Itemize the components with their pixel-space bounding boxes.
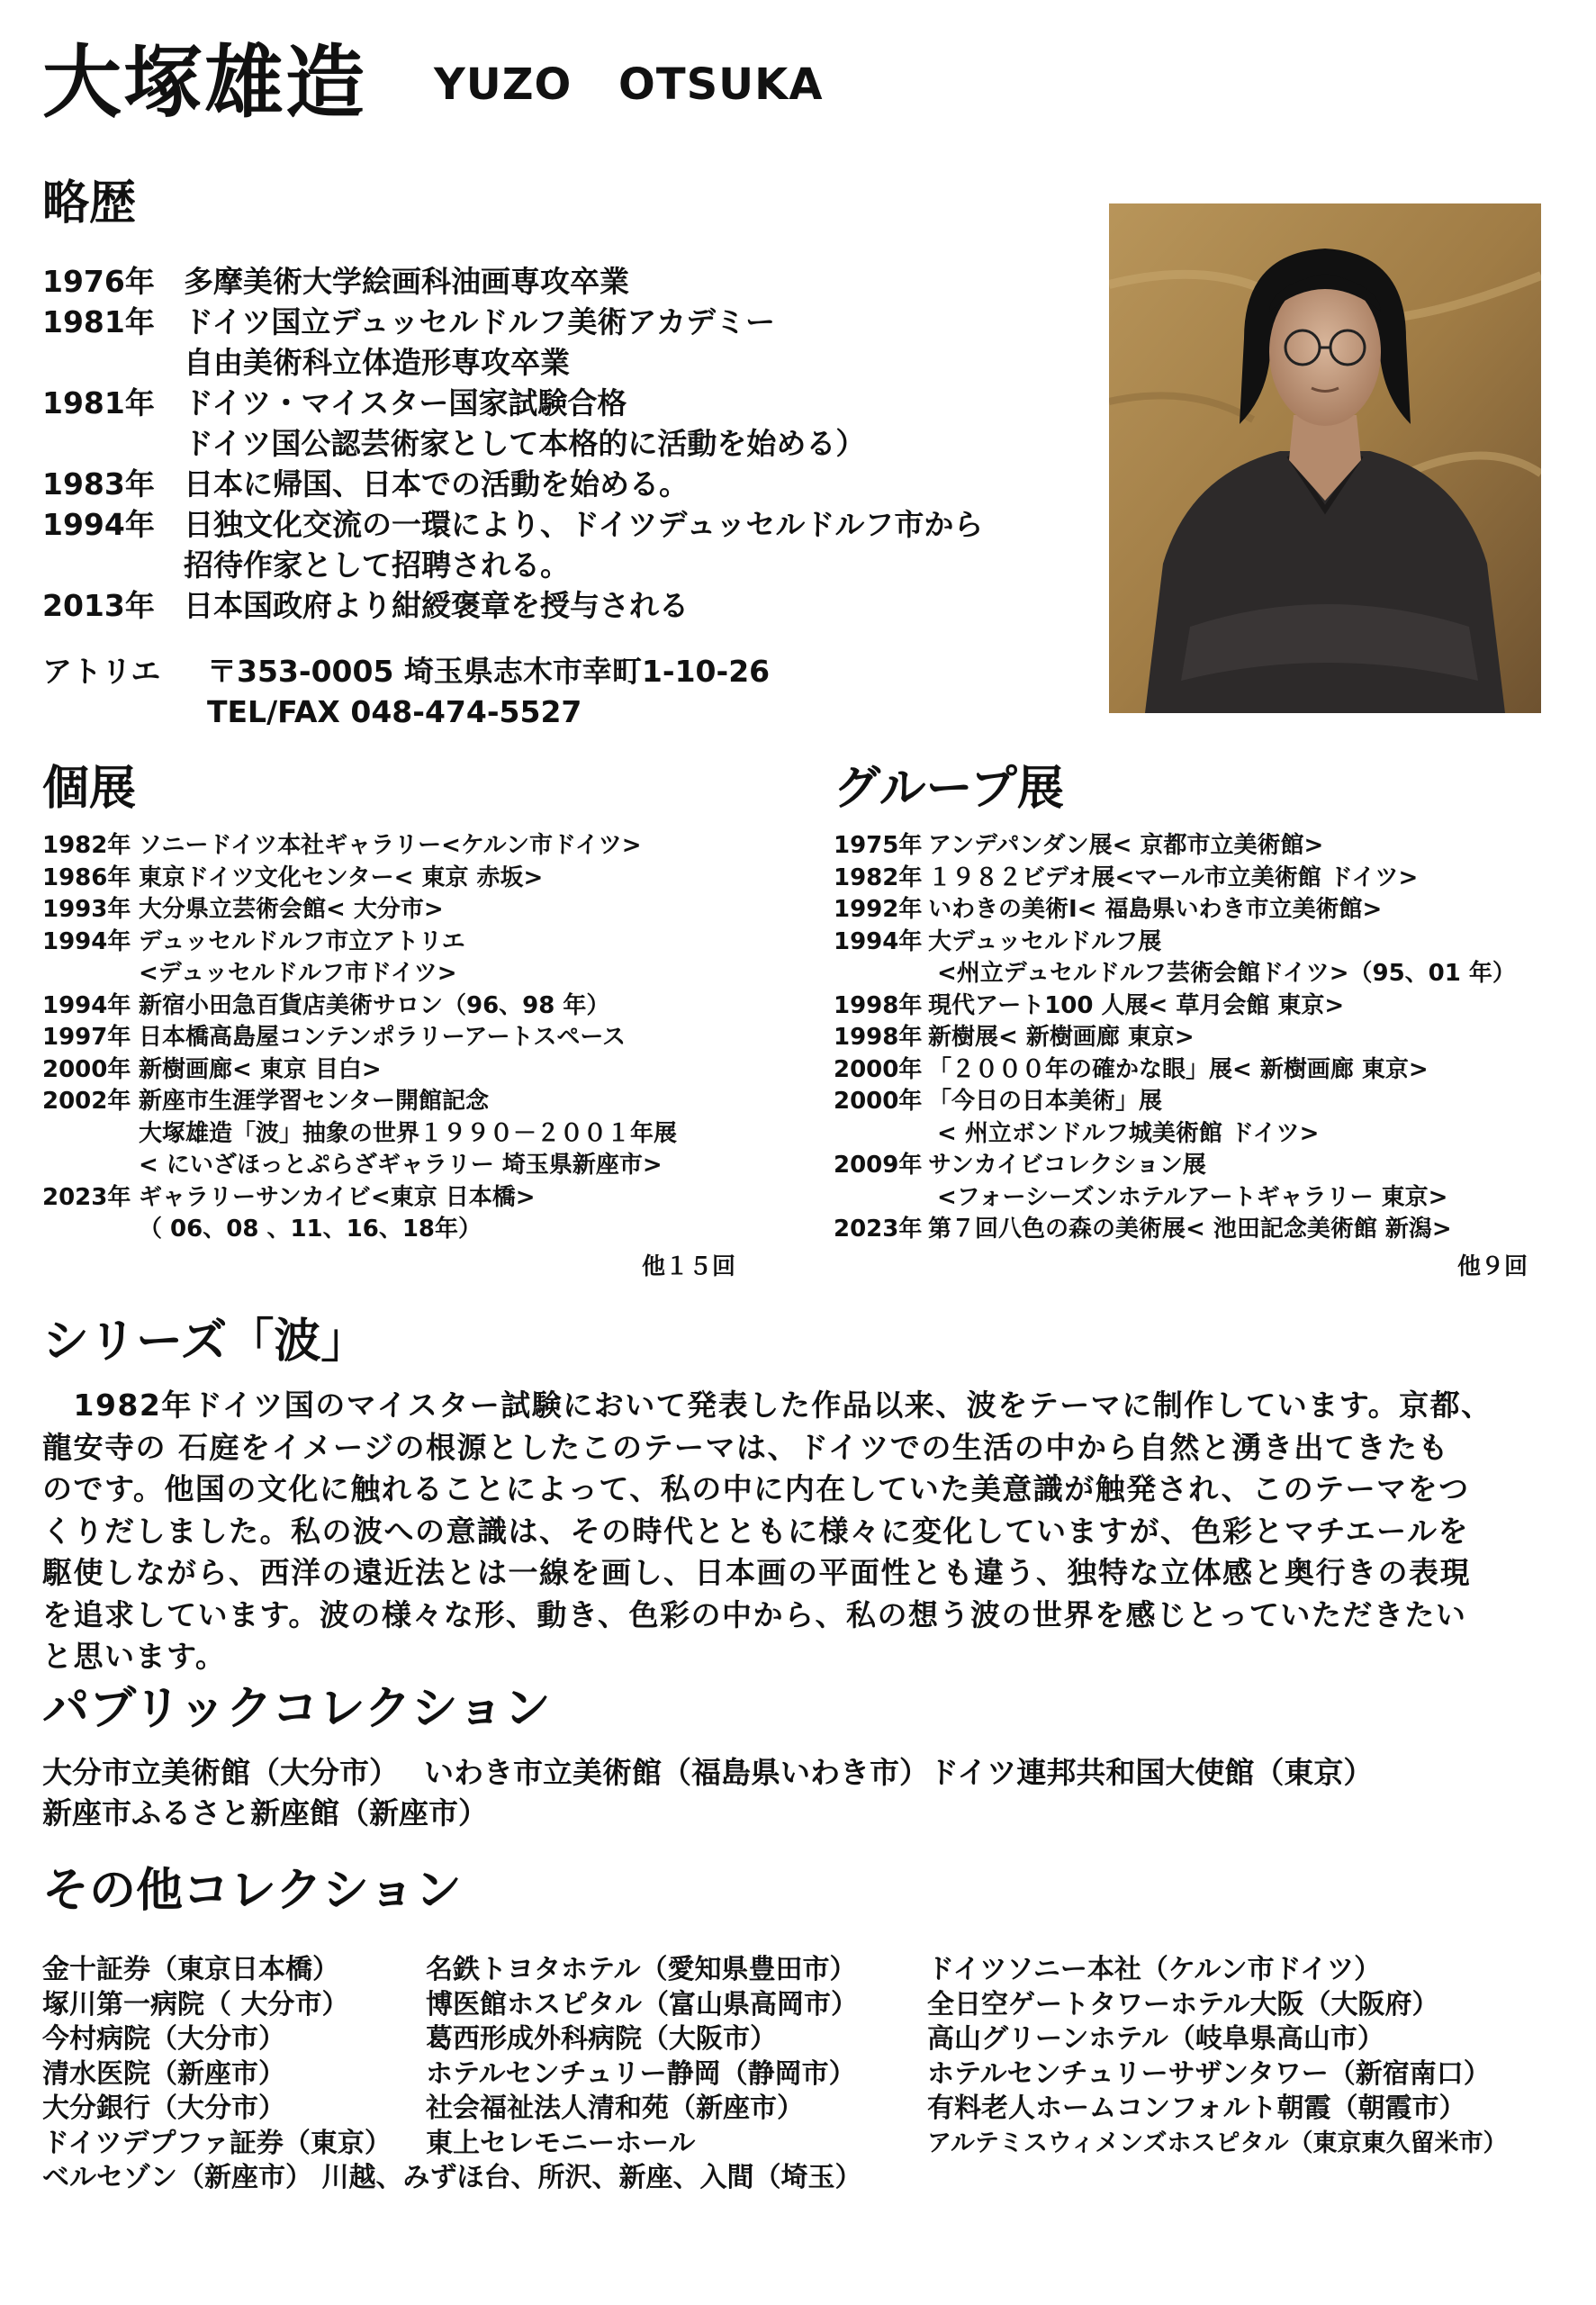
artist-portrait-photo <box>1109 203 1541 713</box>
collection-item: 金十証券（東京日本橋） <box>42 1954 339 1985</box>
solo-others-count: 他１５回 <box>641 1253 735 1280</box>
exhibit-year: 2000年 <box>834 1088 923 1115</box>
bio-text: ドイツ国立デュッセルドルフ美術アカデミー <box>184 304 776 339</box>
exhibit-year: 1975年 <box>834 832 923 859</box>
exhibit-text: 「今日の日本美術」展 <box>928 1088 1163 1115</box>
collection-item: 社会福祉法人清和苑（新座市） <box>426 2093 804 2124</box>
exhibit-text: 大分県立芸術会館< 大分市> <box>139 896 444 923</box>
exhibit-text: 大塚雄造「波」抽象の世界１９９０－２００１年展 <box>139 1119 678 1147</box>
exhibit-text: < 州立ボンドルフ城美術館 ドイツ> <box>937 1119 1320 1147</box>
collection-item: 東上セレモニーホール <box>426 2127 696 2159</box>
paragraph-line: 駆使しながら、西洋の遠近法とは一線を画し、日本画の平面性とも違う、独特な立体感と奥行きの表現 <box>42 1555 1471 1590</box>
exhibit-text: １９８２ビデオ展<マール市立美術館 ドイツ> <box>928 863 1419 891</box>
exhibit-year: 2023年 <box>42 1183 131 1211</box>
collection-item: ドイツデプファ証券（東京） <box>42 2127 392 2159</box>
exhibit-year: 2000年 <box>834 1055 923 1083</box>
collection-item: 今村病院（大分市） <box>42 2023 285 2055</box>
exhibit-year: 1986年 <box>42 863 131 891</box>
biography-heading: 略歴 <box>42 176 137 230</box>
exhibit-text: <フォーシーズンホテルアートギャラリー 東京> <box>937 1183 1448 1211</box>
exhibit-text: サンカイビコレクション展 <box>928 1152 1206 1179</box>
atelier-label: アトリエ <box>42 654 161 689</box>
exhibit-text: アンデパンダン展< 京都市立美術館> <box>928 832 1324 859</box>
collection-item: ドイツソニー本社（ケルン市ドイツ） <box>927 1954 1382 1985</box>
atelier-address: 〒353-0005 埼玉県志木市幸町1-10-26 <box>207 654 771 689</box>
exhibit-year: 1998年 <box>834 991 923 1019</box>
collection-item: 高山グリーンホテル（岐阜県高山市） <box>927 2023 1384 2055</box>
exhibit-text: 現代アート100 人展< 草月会館 東京> <box>928 991 1345 1019</box>
exhibit-text: （ 06、08 、11、16、18年） <box>139 1216 482 1243</box>
exhibit-year: 1992年 <box>834 896 923 923</box>
exhibit-year: 2000年 <box>42 1055 131 1083</box>
exhibit-text: 新樹展< 新樹画廊 東京> <box>928 1024 1195 1051</box>
series-description <box>42 1385 1564 1678</box>
exhibit-text: 新座市生涯学習センター開館記念 <box>139 1088 489 1115</box>
bio-year: 2013年 <box>42 588 155 623</box>
bio-year: 1976年 <box>42 264 155 299</box>
bio-text: ドイツ・マイスター国家試験合格 <box>184 385 627 420</box>
artist-name-japanese: 大塚雄造 <box>42 36 367 129</box>
collection-item: 塚川第一病院（ 大分市） <box>42 1988 349 2020</box>
exhibit-year: 1994年 <box>834 927 923 955</box>
exhibit-year: 1998年 <box>834 1024 923 1051</box>
collection-item: 博医館ホスピタル（富山県高岡市） <box>426 1988 858 2020</box>
collection-line: 新座市ふるさと新座館（新座市） <box>42 1795 488 1830</box>
exhibit-year: 1982年 <box>834 863 923 891</box>
collection-item: 清水医院（新座市） <box>42 2057 285 2090</box>
exhibit-text: < にいざほっとぷらざギャラリー 埼玉県新座市> <box>139 1152 663 1179</box>
solo-exhibitions-heading: 個展 <box>42 762 137 816</box>
collection-item: 大分銀行（大分市） <box>42 2093 285 2124</box>
bio-text: 多摩美術大学絵画科油画専攻卒業 <box>184 264 629 299</box>
bio-year: 1981年 <box>42 304 155 339</box>
collection-item: 名鉄トヨタホテル（愛知県豊田市） <box>426 1954 857 1985</box>
exhibit-year: 1994年 <box>42 991 131 1019</box>
collection-item: 有料老人ホームコンフォルト朝霞（朝霞市） <box>927 2093 1466 2124</box>
collection-item: アルテミスウィメンズホスピタル（東京東久留米市） <box>927 2129 1508 2157</box>
paragraph-line: と思います。 <box>42 1639 227 1674</box>
exhibit-year: 2009年 <box>834 1152 923 1179</box>
other-collection-col1 <box>42 1953 392 2161</box>
bio-text: ドイツ国公認芸術家として本格的に活動を始める） <box>184 426 866 461</box>
atelier-info <box>42 651 771 732</box>
bio-text: 日本国政府より紺綬褒章を授与される <box>184 588 689 623</box>
bio-year: 1981年 <box>42 385 155 420</box>
exhibit-text: 「２０００年の確かな眼」展< 新樹画廊 東京> <box>928 1055 1429 1083</box>
exhibit-text: いわきの美術Ⅰ< 福島県いわき市立美術館> <box>928 896 1383 923</box>
exhibit-text: <デュッセルドルフ市ドイツ> <box>139 960 457 987</box>
other-collection-heading: その他コレクション <box>42 1864 462 1918</box>
bio-text: 招待作家として招聘される。 <box>184 547 570 583</box>
exhibit-year: 2023年 <box>834 1216 923 1243</box>
bio-text: 日独文化交流の一環により、ドイツデュッセルドルフ市から <box>184 507 984 542</box>
other-collection-last-line: ベルセゾン（新座市） 川越、みずほ台、所沢、新座、入間（埼玉） <box>42 2162 862 2193</box>
collection-item: ホテルセンチュリー静岡（静岡市） <box>426 2057 856 2090</box>
series-heading: シリーズ「波」 <box>42 1315 368 1369</box>
group-others-count: 他９回 <box>1456 1253 1528 1280</box>
public-collection-heading: パブリックコレクション <box>42 1682 551 1736</box>
exhibit-text: 第７回八色の森の美術展< 池田記念美術館 新潟> <box>928 1216 1452 1243</box>
paragraph-line: のです。他国の文化に触れることによって、私の中に内在していた美意識が触発され、このテーマをつ <box>42 1471 1470 1506</box>
paragraph-line: を追求しています。波の様々な形、動き、色彩の中から、私の想う波の世界を感じとっていただきたい <box>42 1596 1467 1632</box>
exhibit-year: 1982年 <box>42 832 131 859</box>
exhibit-text: デュッセルドルフ市立アトリエ <box>139 927 465 955</box>
exhibit-text: <州立デュセルドルフ芸術会館ドイツ>（95、01 年） <box>937 960 1516 987</box>
bio-year: 1994年 <box>42 507 155 542</box>
public-collection-list <box>42 1752 1373 1833</box>
exhibit-text: ソニードイツ本社ギャラリー<ケルン市ドイツ> <box>139 832 642 859</box>
other-collection-col3 <box>927 1953 1508 2161</box>
exhibit-year: 1997年 <box>42 1024 131 1051</box>
artist-name-english: YUZO OTSUKA <box>434 59 824 110</box>
exhibit-year: 1993年 <box>42 896 131 923</box>
exhibit-text: 大デュッセルドルフ展 <box>928 927 1162 955</box>
bio-text: 自由美術科立体造形専攻卒業 <box>184 345 570 380</box>
bio-year: 1983年 <box>42 466 155 502</box>
collection-item: ホテルセンチュリーサザンタワー（新宿南口） <box>927 2057 1491 2090</box>
exhibit-text: 東京ドイツ文化センター< 東京 赤坂> <box>139 863 544 891</box>
exhibit-text: ギャラリーサンカイビ<東京 日本橋> <box>139 1183 536 1211</box>
exhibit-year: 2002年 <box>42 1088 131 1115</box>
bio-text: 日本に帰国、日本での活動を始める。 <box>184 466 689 502</box>
collection-item: 葛西形成外科病院（大阪市） <box>426 2023 777 2055</box>
collection-item: 全日空ゲートタワーホテル大阪（大阪府） <box>927 1988 1439 2020</box>
paragraph-line: 1982年ドイツ国のマイスター試験において発表した作品以来、波をテーマに制作しています。京都、 <box>42 1388 1492 1423</box>
exhibit-text: 新樹画廊< 東京 目白> <box>139 1055 382 1083</box>
paragraph-line: くりだしました。私の波への意識は、その時代とともに様々に変化していますが、色彩とマチエールを <box>42 1513 1470 1549</box>
exhibit-year: 1994年 <box>42 927 131 955</box>
atelier-tel: TEL/FAX 048-474-5527 <box>207 694 582 729</box>
collection-line: 大分市立美術館（大分市） いわき市立美術館（福島県いわき市）ドイツ連邦共和国大使館（東京） <box>42 1755 1374 1790</box>
group-exhibitions-heading: グループ展 <box>834 762 1064 816</box>
paragraph-line: 龍安寺の 石庭をイメージの根源としたこのテーマは、ドイツでの生活の中から自然と湧き出てきたも <box>42 1429 1449 1465</box>
other-collection-col2 <box>426 1953 858 2161</box>
exhibit-text: 日本橋高島屋コンテンポラリーアートスペース <box>139 1024 627 1051</box>
exhibit-text: 新宿小田急百貨店美術サロン（96、98 年） <box>139 991 610 1019</box>
